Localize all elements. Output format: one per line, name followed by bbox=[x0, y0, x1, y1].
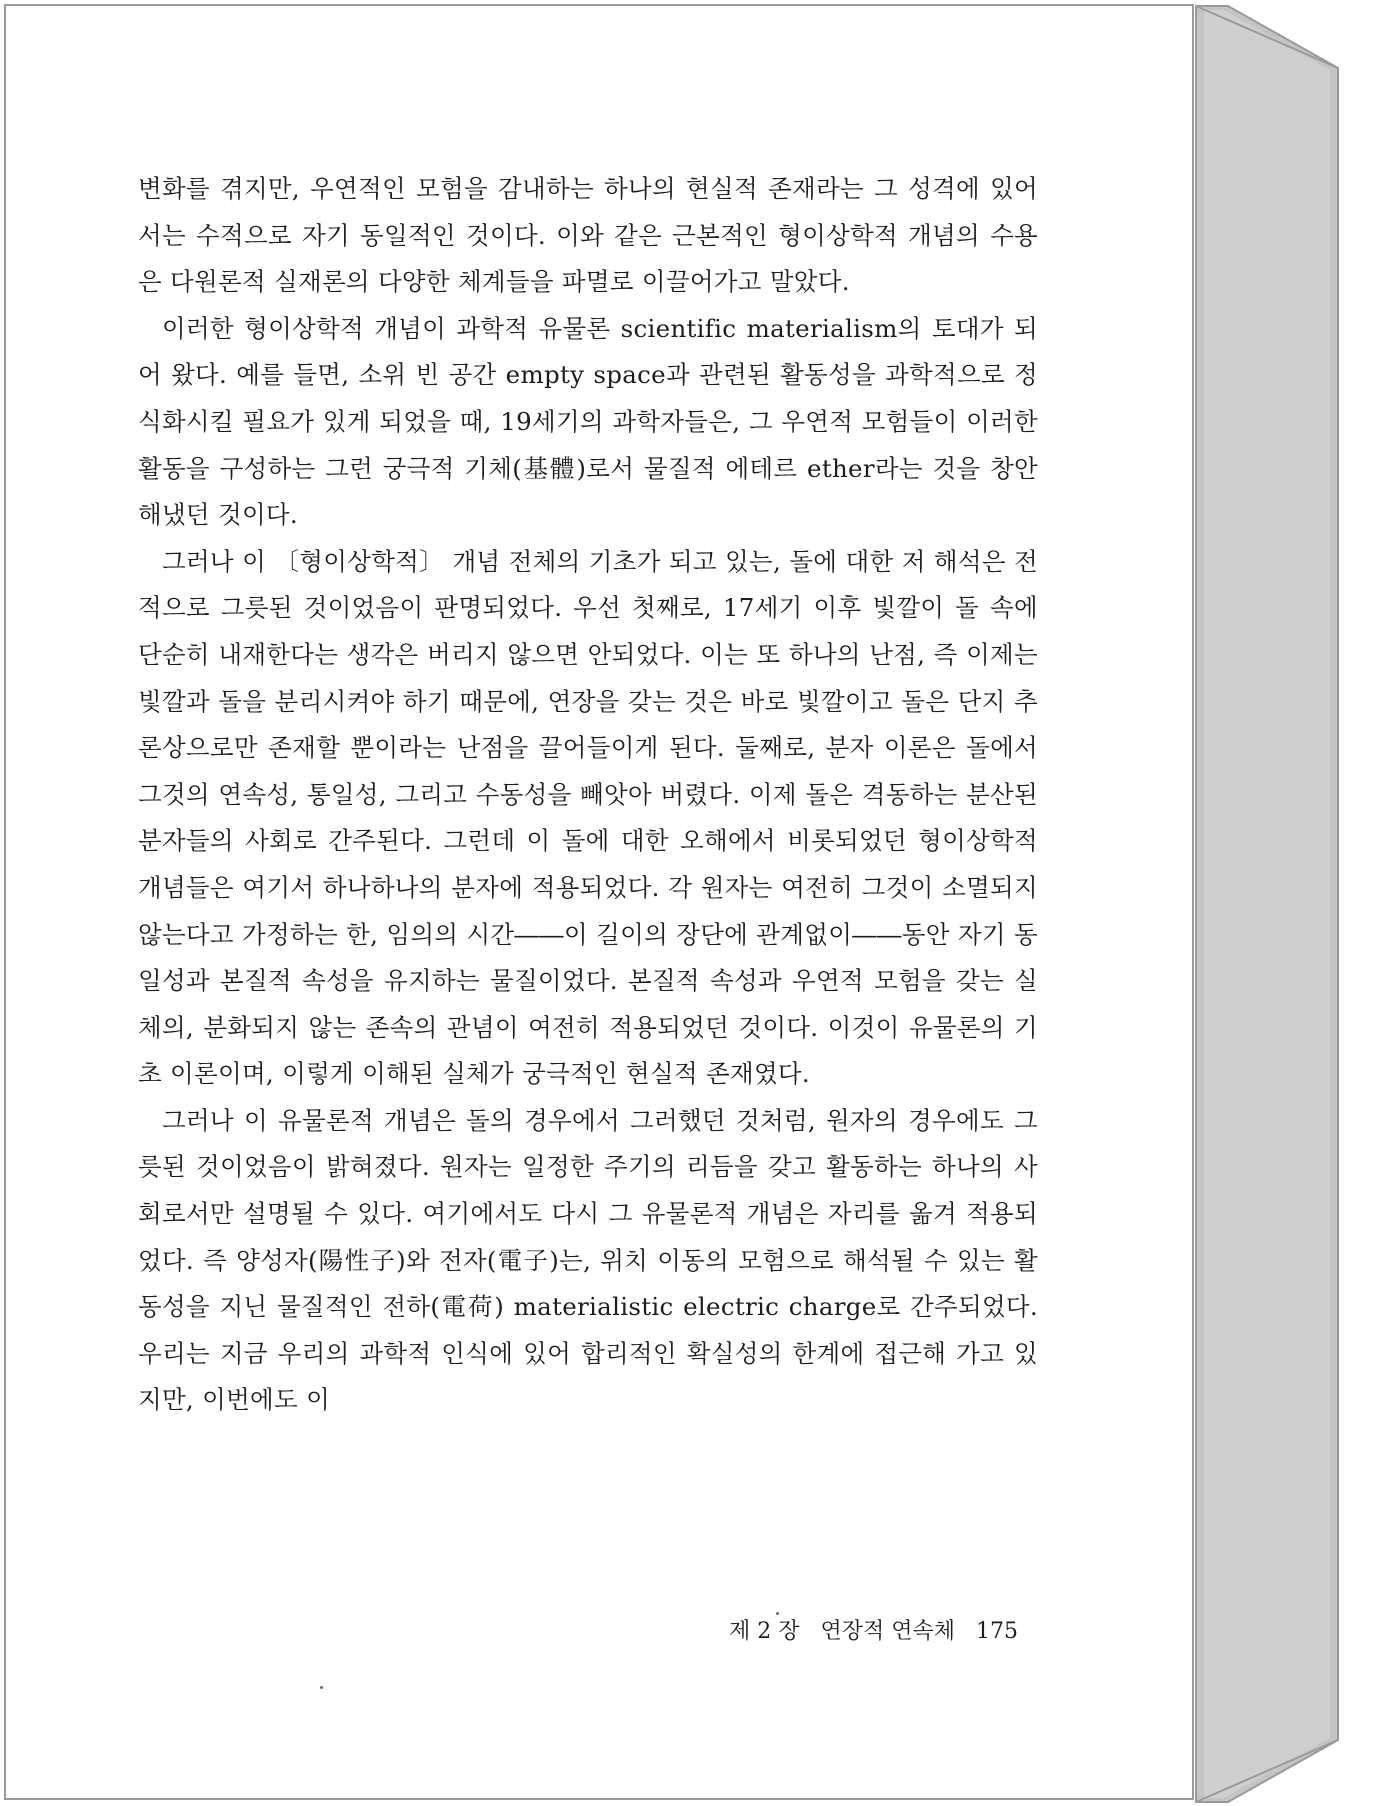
chapter-title: 연장적 연속체 bbox=[820, 1619, 955, 1644]
page-footer bbox=[678, 1614, 1018, 1645]
body-text bbox=[138, 166, 1038, 1424]
paragraph: 변화를 겪지만, 우연적인 모험을 감내하는 하나의 현실적 존재라는 그 성격에 있어서는 수적으로 자기 동일적인 것이다. 이와 같은 근본적인 형이상학적 개념의 수용은 다원론적 실재론의 다양한 체계들을 파멸로 이끌어가고 말았다. bbox=[138, 174, 1038, 297]
paragraph: 이러한 형이상학적 개념이 과학적 유물론 scientific materialism의 토대가 되어 왔다. 예를 들면, 소위 빈 공간 empty space과 관련된 활동성을 과학적으로 정식화시킬 필요가 있게 되었을 때, 19세기의 과학자들은, 그 우연적 모험들이 이러한 활동을 구성하는 그런 궁극적 기체(基體)로서 물질적 에테르 ether라는 것을 창안해냈던 것이다. bbox=[138, 313, 1038, 530]
paragraph: 그러나 이 〔형이상학적〕 개념 전체의 기초가 되고 있는, 돌에 대한 저 해석은 전적으로 그릇된 것이었음이 판명되었다. 우선 첫째로, 17세기 이후 빛깔이 돌 속에 단순히 내재한다는 생각은 버리지 않으면 안되었다. 이는 또 하나의 난점, 즉 이제는 빛깔과 돌을 분리시켜야 하기 때문에, 연장을 갖는 것은 바로 빛깔이고 돌은 단지 추론상으로만 존재할 뿐이라는 난점을 끌어들이게 된다. 둘째로, 분자 이론은 돌에서 그것의 연속성, 통일성, 그리고 수동성을 빼앗아 버렸다. 이제 돌은 격동하는 분산된 분자들의 사회로 간주된다. 그런데 이 돌에 대한 오해에서 비롯되었던 형이상학적 개념들은 여기서 하나하나의 분자에 적용되었다. 각 원자는 여전히 그것이 소멸되지 않는다고 가정하는 한, 임의의 시간――이 길이의 장단에 관계없이――동안 자기 동일성과 본질적 속성을 유지하는 물질이었다. 본질적 속성과 우연적 모험을 갖는 실체의, 분화되지 않는 존속의 관념이 여전히 적용되었던 것이다. 이것이 유물론의 기초 이론이며, 이렇게 이해된 실체가 궁극적인 현실적 존재였다. bbox=[138, 546, 1038, 1089]
chapter-label: 제 2 장 bbox=[728, 1619, 800, 1644]
print-speck bbox=[320, 1686, 323, 1689]
page-number: 175 bbox=[976, 1619, 1018, 1644]
paragraph: 그러나 이 유물론적 개념은 돌의 경우에서 그러했던 것처럼, 원자의 경우에도 그릇된 것이었음이 밝혀졌다. 원자는 일정한 주기의 리듬을 갖고 활동하는 하나의 사회로서만 설명될 수 있다. 여기에서도 다시 그 유물론적 개념은 자리를 옮겨 적용되었다. 즉 양성자(陽性子)와 전자(電子)는, 위치 이동의 모험으로 해석될 수 있는 활동성을 지닌 물질적인 전하(電荷) materialistic electric charge로 간주되었다. 우리는 지금 우리의 과학적 인식에 있어 합리적인 확실성의 한계에 접근해 가고 있지만, 이번에도 이 bbox=[138, 1105, 1038, 1415]
